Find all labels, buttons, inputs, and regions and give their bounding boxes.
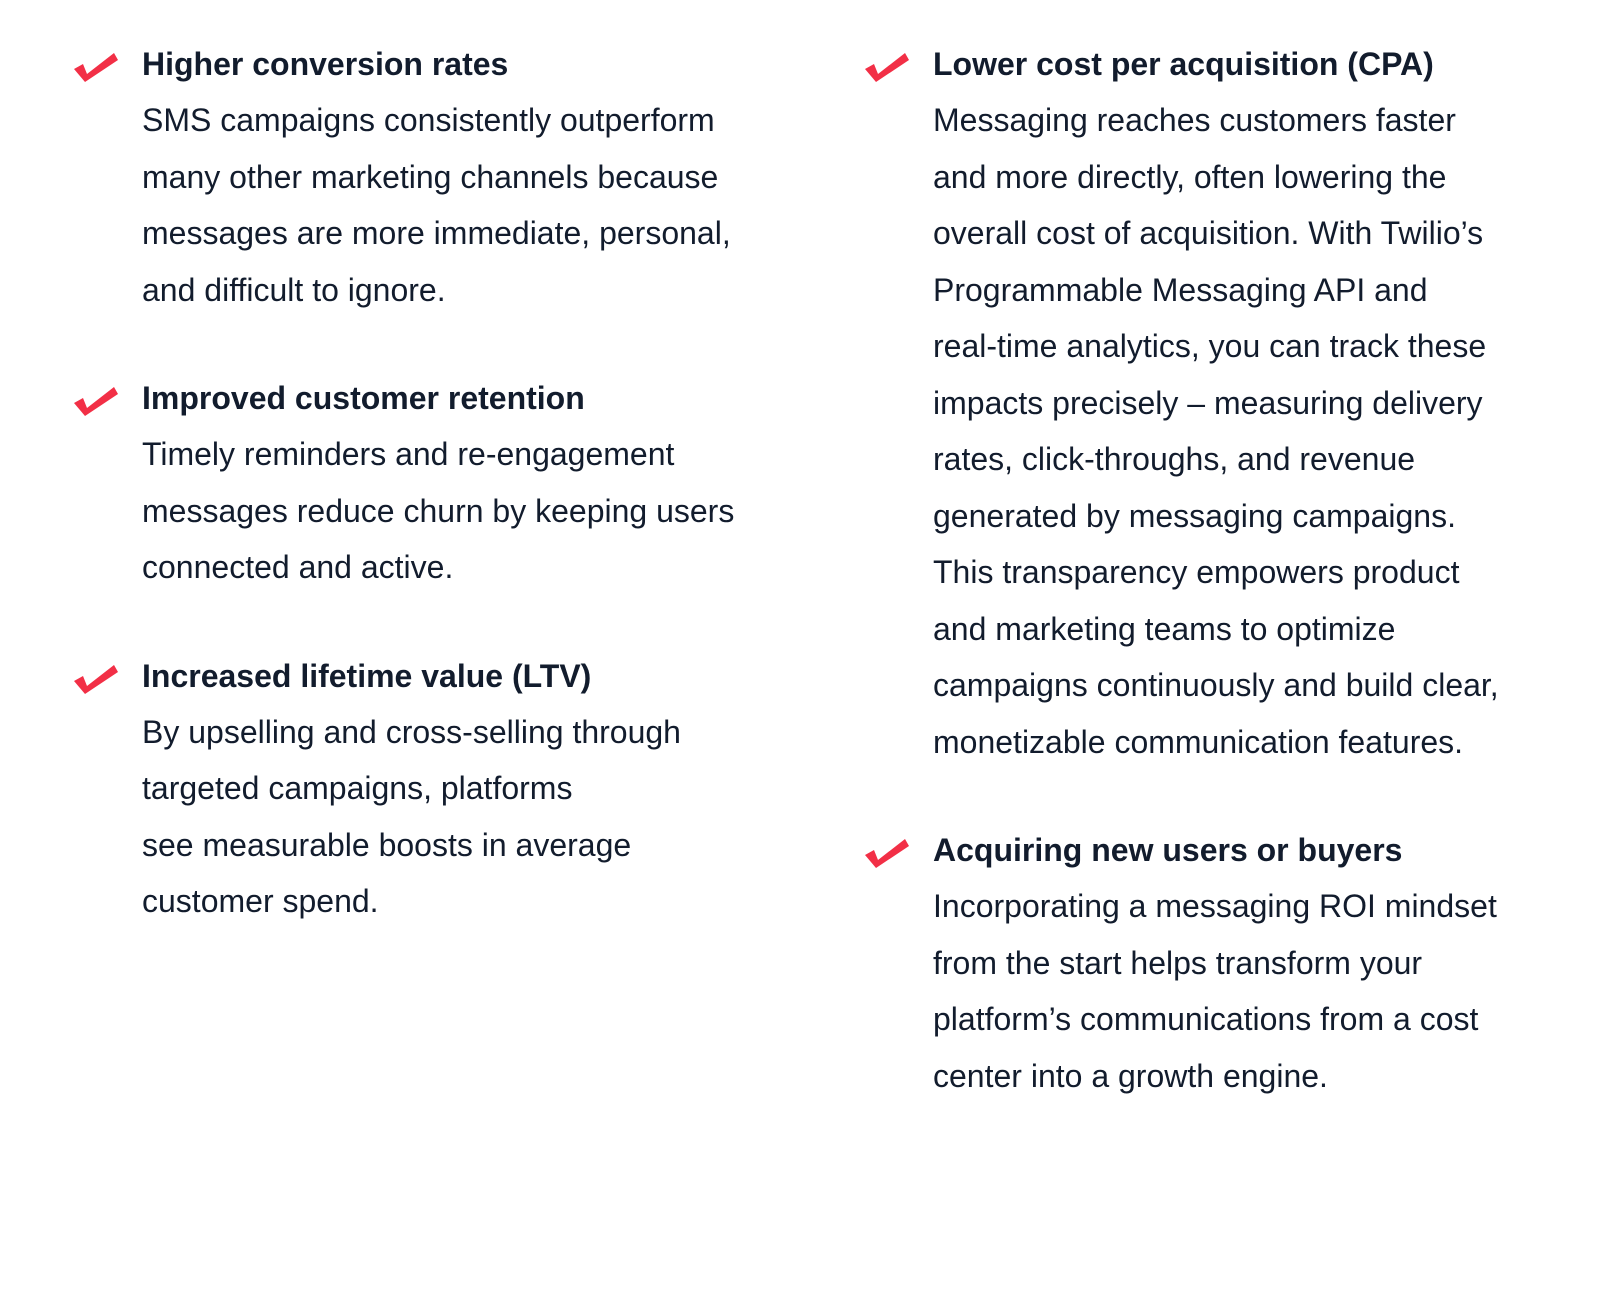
right-column xyxy=(863,42,1598,1104)
benefit-description: SMS campaigns consistently outperform many other marketing channels because messages are more immediate, personal, and difficult to ignore. xyxy=(142,102,731,308)
benefit-title: Higher conversion rates xyxy=(142,46,509,82)
benefit-description: Timely reminders and re-engagement messages reduce churn by keeping users connected and active. xyxy=(142,436,735,585)
benefit-item-new-users xyxy=(863,828,1598,1104)
benefit-item-lifetime-value xyxy=(72,654,792,930)
checkmark-icon xyxy=(863,50,911,84)
checkmark-icon xyxy=(72,662,120,696)
left-column xyxy=(72,42,792,930)
benefit-title: Increased lifetime value (LTV) xyxy=(142,657,592,694)
checkmark-icon xyxy=(863,836,911,870)
benefit-item-customer-retention xyxy=(72,376,792,596)
checkmark-icon xyxy=(72,384,120,418)
checkmark-icon xyxy=(72,50,120,84)
benefit-description: By upselling and cross-selling through targeted campaigns, platforms see measurable boosts in average customer spend. xyxy=(142,713,681,919)
benefit-description: Messaging reaches customers faster and more directly, often lowering the overall cost of acquisition. With Twilio’s Programmable Messaging API and real-time analytics, you can track these impacts precisely – measuring delivery rates, click-throughs, and revenue generated by messaging campaigns. This transparency empowers product and marketing teams to optimize campaigns continuously and build clear, monetizable communication features. xyxy=(933,102,1499,760)
benefit-title: Improved customer retention xyxy=(142,380,585,416)
benefit-title: Lower cost per acquisition (CPA) xyxy=(933,46,1434,82)
benefit-title: Acquiring new users or buyers xyxy=(933,832,1403,868)
benefit-item-higher-conversion xyxy=(72,42,792,318)
benefit-item-lower-cpa xyxy=(863,42,1598,770)
benefit-description: Incorporating a messaging ROI mindset from the start helps transform your platform’s communications from a cost center into a growth engine. xyxy=(933,888,1497,1094)
